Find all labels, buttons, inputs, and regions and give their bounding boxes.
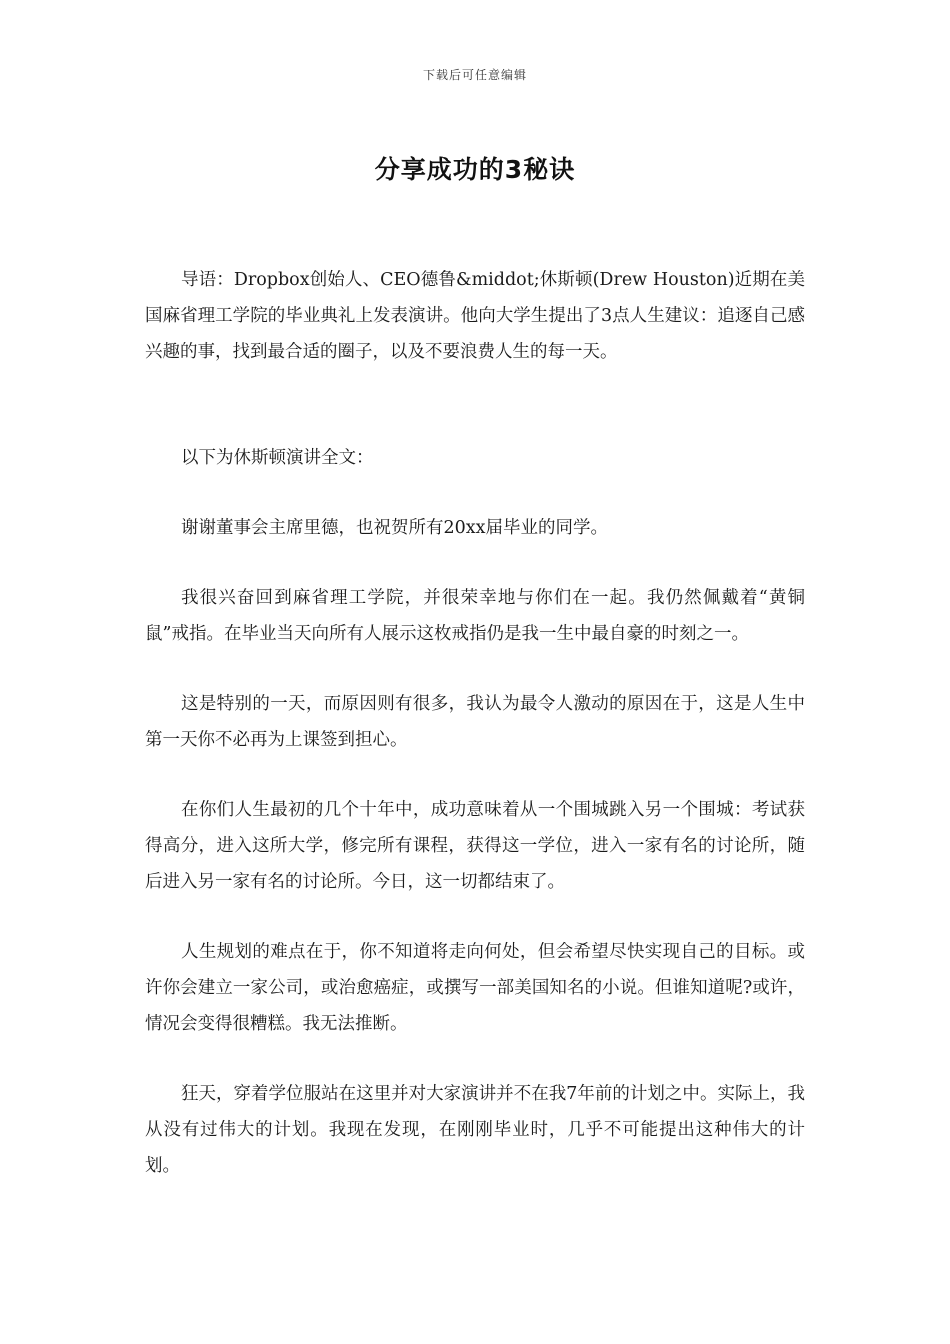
paragraph-planning: 人生规划的难点在于，你不知道将走向何处，但会希望尽快实现自己的目标。或许你会建立一家公司，或治愈癌症，或撰写一部美国知名的小说。但谁知道呢?或许，情况会变得很糟糕。我无法推断。 bbox=[145, 942, 805, 1034]
paragraph-intro: 导语：Dropbox创始人、CEO德鲁&middot;休斯顿(Drew Houston)近期在美国麻省理工学院的毕业典礼上发表演讲。他向大学生提出了3点人生建议：追逐自己感兴趣的事，找到最合适的圈子，以及不要浪费人生的每一天。 bbox=[145, 270, 805, 362]
document-title: 分享成功的3秘诀 bbox=[374, 155, 576, 184]
document-body bbox=[145, 262, 805, 1184]
paragraph-return: 我很兴奋回到麻省理工学院，并很荣幸地与你们在一起。我仍然佩戴着“黄铜鼠”戒指。在毕业当天向所有人展示这枚戒指仍是我一生中最自豪的时刻之一。 bbox=[145, 588, 805, 644]
header-note: 下载后可任意编辑 bbox=[422, 68, 527, 82]
paragraph-no-plan: 狂天，穿着学位服站在这里并对大家演讲并不在我7年前的计划之中。实际上，我从没有过伟大的计划。我现在发现，在刚刚毕业时，几乎不可能提出这种伟大的计划。 bbox=[145, 1084, 805, 1176]
paragraph-transcript-heading: 以下为休斯顿演讲全文： bbox=[181, 448, 374, 468]
paragraph-thanks: 谢谢董事会主席里德，也祝贺所有20xx届毕业的同学。 bbox=[181, 518, 609, 538]
paragraph-special-day: 这是特别的一天，而原因则有很多，我认为最令人激动的原因在于，这是人生中第一天你不必再为上课签到担心。 bbox=[145, 694, 805, 750]
paragraph-success: 在你们人生最初的几个十年中，成功意味着从一个围城跳入另一个围城：考试获得高分，进入这所大学，修完所有课程，获得这一学位，进入一家有名的讨论所，随后进入另一家有名的讨论所。今日，这一切都结束了。 bbox=[145, 800, 805, 892]
